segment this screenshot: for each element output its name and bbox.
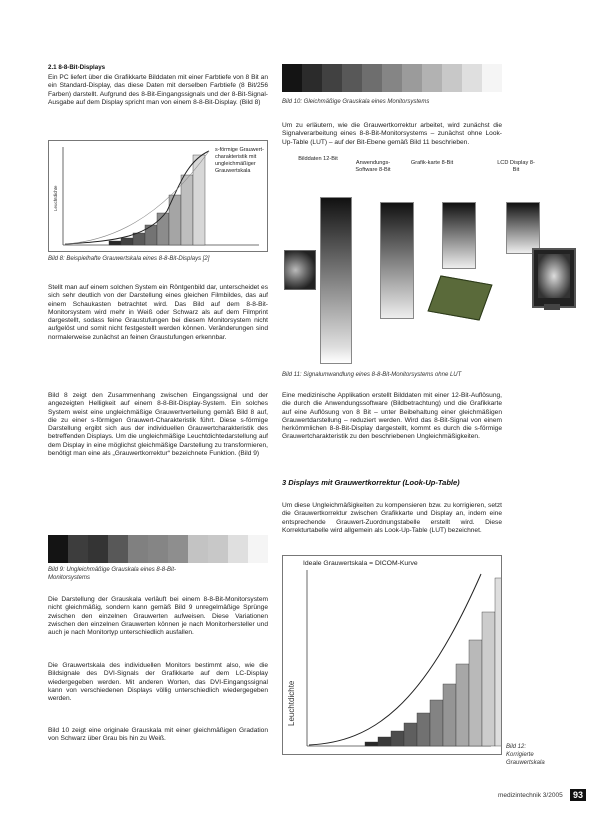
staircase-bar	[456, 664, 469, 746]
staircase-bar	[121, 238, 133, 245]
staircase-bar	[157, 213, 169, 245]
section-heading-3: 3 Displays mit Grauwertkorrektur (Look-Up-Table)	[282, 478, 460, 487]
staircase-bar	[495, 578, 501, 746]
grayscale-step	[68, 535, 88, 563]
right-paragraph-1: Um zu erläutern, wie die Grauwertkorrektur arbeitet, wird zunächst die Signalverarbeitung eines 8-8-Bit-Monitorsystems – zunächst ohne Look-Up-Table (LUT) – auf der Bit-Ebene gemäß Bild 11 beschrieben.	[282, 122, 502, 146]
staircase-bar	[482, 612, 495, 746]
grayscale-step	[462, 64, 482, 92]
figure-9-grayscale	[48, 535, 268, 563]
figure-9-caption: Bild 9: Ungleichmäßige Grauskala eines 8-8-Bit-Monitorsystems	[48, 567, 177, 581]
paragraph-6: Bild 10 zeigt eine originale Grauskala mit einer gleichmäßigen Gradation von Schwarz über Grau bis hin zu Weiß.	[48, 727, 268, 743]
paragraph-4: Die Darstellung der Grauskala verläuft bei einem 8-8-Bit-Monitorsystem nicht gleichmäßig, sondern kann gemäß Bild 9 unregelmäßige Sprünge zwischen den einzelnen Grauwerten aufweisen. Diese Variationen zwischen den einzelnen Grauwerten können je nach Monitorhersteller und auch je nach Monitortyp unterschiedlich ausfallen.	[48, 596, 268, 637]
gradient-grafikkarte	[442, 202, 476, 269]
grayscale-step	[88, 535, 108, 563]
grayscale-step	[282, 64, 302, 92]
grayscale-step	[302, 64, 322, 92]
staircase-bar	[378, 737, 391, 746]
figure-8-caption: Bild 8: Beispielhafte Grauwertskala eines 8-8-Bit-Displays [2]	[48, 256, 210, 262]
staircase-bar	[443, 684, 456, 746]
staircase-bar	[417, 713, 430, 746]
staircase-bar	[404, 723, 417, 746]
grayscale-step	[188, 535, 208, 563]
grayscale-step	[322, 64, 342, 92]
grayscale-step	[382, 64, 402, 92]
right-paragraph-3: Um diese Ungleichmäßigkeiten zu kompensieren bzw. zu korrigieren, setzt die Grauwertkorrektur zwischen Grafikkarte und Display an, indem eine entsprechende Grauwert-Zuordnungstabelle erstellt wird. Diese Korrekturtabelle wird allgemein als Look-Up-Table (LUT) bezeichnet.	[282, 502, 502, 534]
monitor-stand-icon	[544, 304, 560, 310]
label-anwendung: Anwendungs-Software 8-Bit	[355, 160, 391, 173]
intro-paragraph: Ein PC liefert über die Grafikkarte Bilddaten mit einer Farbtiefe von 8 Bit an ein Standard-Display, das diese Daten mit derselben Farbtiefe (8 Bit/256 Farben) darstellt. Aufgrund des 8-Bit-Eingangssignals und der 8-Bit-Signal-Ausgabe auf dem Display spricht man von einem 8-8-Bit-Display. (Bild 8)	[48, 74, 268, 106]
figure-11-caption: Bild 11: Signalumwandlung eines 8-8-Bit-Monitorsystems ohne LUT	[282, 372, 462, 378]
figure-11	[282, 152, 572, 366]
figure-12-caption-3: Grauwertskala	[506, 760, 545, 766]
grayscale-step	[248, 535, 268, 563]
figure-10-grayscale	[282, 64, 502, 92]
grayscale-step	[442, 64, 462, 92]
grayscale-step	[482, 64, 502, 92]
monitor-icon	[532, 248, 576, 308]
grayscale-step	[342, 64, 362, 92]
grayscale-step	[422, 64, 442, 92]
figure-12-title: Ideale Grauwertskala = DICOM-Kurve	[303, 560, 418, 567]
right-paragraph-2: Eine medizinische Applikation erstellt Bilddaten mit einer 12-Bit-Auflösung, die durch die Anwendungssoftware (Bildbetrachtung) und die Grafikkarte auf eine Auflösung von 8 Bit – unter Beibehaltung einer gleichmäßigen Grauwertdarstellung – reduziert werden. Wird das 8-Bit-Signal von einem herkömmlichen 8-8-Bit-Display dargestellt, kommt es durch die s-förmige Grauwertcharakteristik zu den beschriebenen Ungleichmäßigkeiten.	[282, 392, 502, 441]
page-number: 93	[570, 789, 586, 801]
figure-12-graph	[283, 556, 501, 754]
figure-8-ylabel: Leuchtdichte	[53, 185, 58, 211]
section-heading-2-1: 2.1 8-8-Bit-Displays	[48, 64, 106, 71]
figure-12-ylabel: Leuchtdichte	[287, 680, 296, 726]
grayscale-step	[48, 535, 68, 563]
figure-10-caption: Bild 10: Gleichmäßige Grauskala eines Monitorsystems	[282, 99, 430, 105]
staircase-bar	[430, 700, 443, 746]
staircase-bar	[365, 742, 378, 746]
grayscale-step	[148, 535, 168, 563]
staircase-bar	[469, 640, 482, 746]
staircase-bar	[109, 241, 121, 245]
figure-8	[48, 140, 268, 252]
staircase-bar	[193, 155, 205, 245]
journal-footer: medizintechnik 3/2005	[498, 792, 563, 799]
grayscale-step	[402, 64, 422, 92]
grayscale-step	[228, 535, 248, 563]
staircase-bar	[133, 233, 145, 245]
grayscale-step	[168, 535, 188, 563]
graphics-card-icon	[427, 275, 492, 320]
staircase-bar	[145, 225, 157, 245]
label-bilddaten: Bilddaten 12-Bit	[298, 156, 338, 162]
figure-12-caption-2: Korrigierte	[506, 752, 534, 758]
paragraph-3: Bild 8 zeigt den Zusammenhang zwischen Eingangssignal und der angezeigten Helligkeit auf einem 8-8-Bit-Display-System. Ein solches System weist eine ungleichmäßige Grauwertverteilung gemäß Bild 8 auf, die zu einer s-förmigen Grauwert-Charakteristik führt. Diese s-förmige Darstellung ergibt sich aus der individuellen Grauwertcharakteristik des betreffenden Displays. Um die ungleichmäßige Leuchtdichtedarstellung auf dem Display in eine möglichst gleichmäßige Darstellung zu transformieren, benötigt man eine als „Grauwertkorrektur“ bezeichnete Funktion. (Bild 9)	[48, 392, 268, 458]
figure-8-annotation: s-förmige Grauwert-charakteristik mit ungleichmäßiger Grauwertskala	[215, 147, 264, 174]
gradient-display	[506, 202, 540, 254]
grayscale-step	[128, 535, 148, 563]
label-lcd-display: LCD Display 8-Bit	[497, 160, 535, 173]
gradient-software	[380, 202, 414, 319]
xray-image-icon	[284, 250, 316, 290]
label-grafikkarte: Grafik-karte 8-Bit	[410, 160, 454, 166]
paragraph-5: Die Grauwertskala des individuellen Monitors bestimmt also, wie die Bildsignale des DVI-Signals der Grafikkarte auf dem LC-Display wiedergegeben werden. Mit anderen Worten, das DVI-Eingangssignal kann von verschiedenen Displays völlig unterschiedlich wiedergegeben werden.	[48, 662, 268, 703]
gradient-12bit	[320, 197, 352, 364]
grayscale-step	[362, 64, 382, 92]
grayscale-step	[208, 535, 228, 563]
paragraph-2: Stellt man auf einem solchen System ein Röntgenbild dar, unterscheidet es sich sehr deutlich von der Darstellung eines gleichen Filmbildes, das auf einem Schaukasten betrachtet wird. Das Bild auf dem 8-8-Bit-Monitorsystem wird mehr in Weiß oder Schwarz als auf dem Filmprint dargestellt, sodass feine Graustufungen bei diesem Monitorsystem nicht aufgelöst und somit nicht festgestellt werden können. Veränderungen sind normalerweise zunächst an feinen Graustufungen erkennbar.	[48, 284, 268, 341]
staircase-bar	[391, 731, 404, 746]
figure-12-caption-1: Bild 12:	[506, 744, 527, 750]
figure-12	[282, 555, 502, 755]
grayscale-step	[108, 535, 128, 563]
staircase-bar	[181, 175, 193, 245]
